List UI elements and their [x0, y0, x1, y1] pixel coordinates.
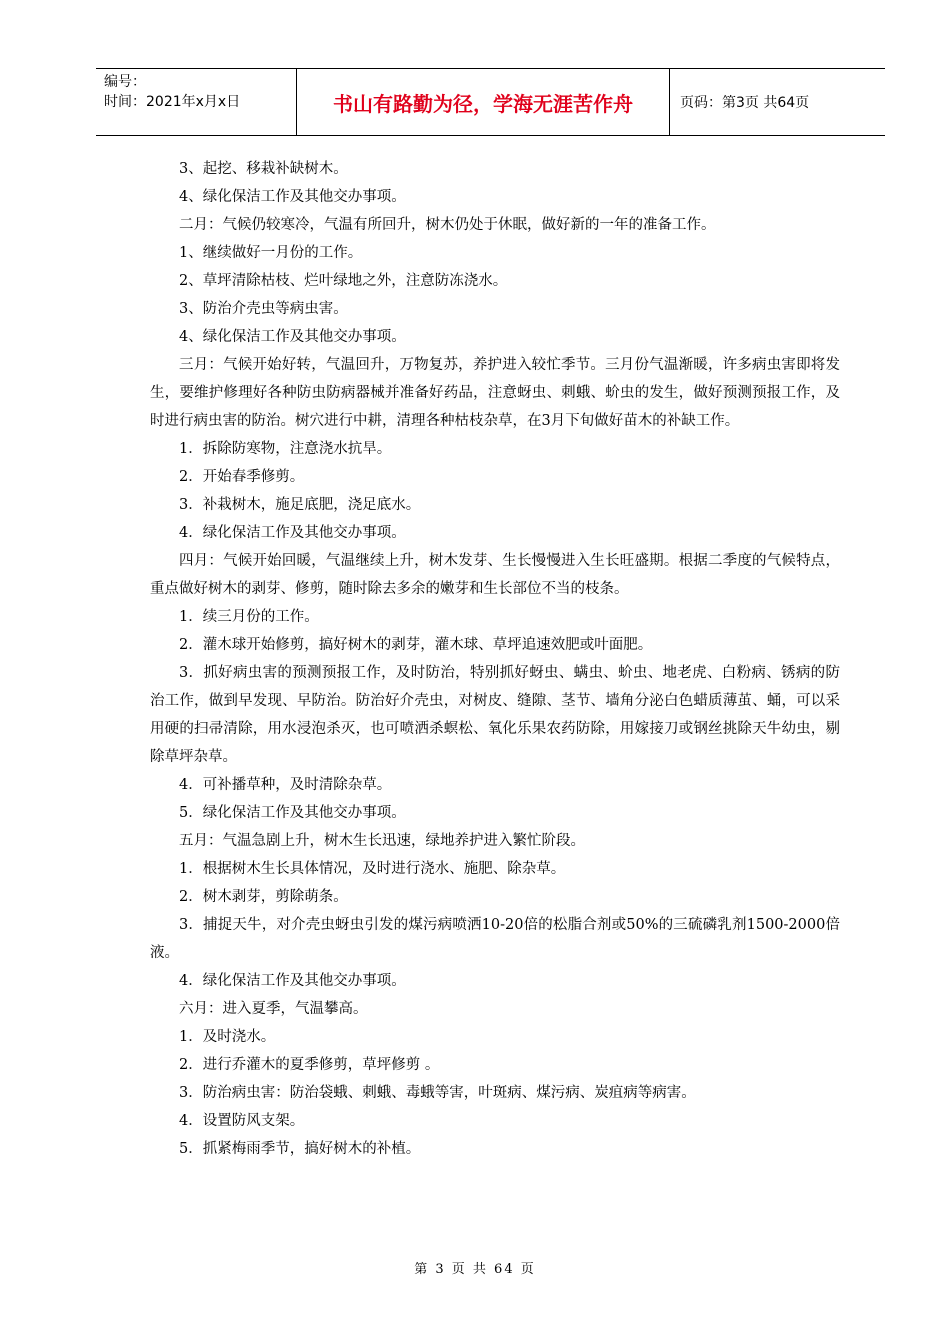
- paragraph: 1．续三月份的工作。: [179, 609, 319, 625]
- paragraph: 3．补栽树木，施足底肥，浇足底水。: [179, 497, 421, 513]
- paragraph: 5．抓紧梅雨季节，搞好树木的补植。: [179, 1141, 421, 1157]
- paragraph: 1．及时浇水。: [179, 1029, 276, 1045]
- paragraph: 4．设置防风支架。: [179, 1113, 305, 1129]
- paragraph: 3．防治病虫害：防治袋蛾、刺蛾、毒蛾等害，叶斑病、煤污病、炭疽病等病害。: [179, 1085, 696, 1101]
- paragraph: 五月：气温急剧上升，树木生长迅速，绿地养护进入繁忙阶段。: [179, 833, 585, 849]
- paragraph: 2、草坪清除枯枝、烂叶绿地之外，注意防冻浇水。: [179, 273, 508, 289]
- paragraph: 1．根据树木生长具体情况，及时进行浇水、施肥、除杂草。: [179, 861, 566, 877]
- paragraph: 三月：气候开始好转，气温回升，万物复苏，养护进入较忙季节。三月份气温渐暖，许多病虫害即将发生，要维护修理好各种防虫防病器械并准备好药品，注意蚜虫、刺蛾、蚧虫的发生，做好预测预报工作，及时进行病虫害的防治。树穴进行中耕，清理各种枯枝杂草，在3月下旬做好苗木的补缺工作。: [150, 357, 840, 429]
- paragraph: 4．绿化保洁工作及其他交办事项。: [179, 525, 406, 541]
- paragraph: 4．绿化保洁工作及其他交办事项。: [179, 973, 406, 989]
- paragraph: 2．开始春季修剪。: [179, 469, 305, 485]
- paragraph: 3．捕捉天牛，对介壳虫蚜虫引发的煤污病喷洒10-20倍的松脂合剂或50%的三硫磷乳剂1500-2000倍液。: [150, 917, 840, 961]
- header-meta: [96, 69, 297, 135]
- paragraph: 3、防治介壳虫等病虫害。: [179, 301, 348, 317]
- paragraph: 4、绿化保洁工作及其他交办事项。: [179, 329, 406, 345]
- document-number-label: 编号：: [104, 74, 146, 90]
- paragraph: 4．可补播草种，及时清除杂草。: [179, 777, 392, 793]
- header-motto: 书山有路勤为径，学海无涯苦作舟: [297, 69, 670, 135]
- paragraph: 二月：气候仍较寒冷，气温有所回升，树木仍处于休眠，做好新的一年的准备工作。: [179, 217, 716, 233]
- page-footer: 第 3 页 共 64 页: [414, 1262, 536, 1277]
- paragraph: 四月：气候开始回暖，气温继续上升，树木发芽、生长慢慢进入生长旺盛期。根据二季度的气候特点，重点做好树木的剥芽、修剪，随时除去多余的嫩芽和生长部位不当的枝条。: [150, 553, 840, 597]
- paragraph: 4、绿化保洁工作及其他交办事项。: [179, 189, 406, 205]
- paragraph: 3、起挖、移栽补缺树木。: [179, 161, 348, 177]
- paragraph: 六月：进入夏季，气温攀高。: [179, 1001, 368, 1017]
- paragraph: 2．进行乔灌木的夏季修剪，草坪修剪 。: [179, 1057, 440, 1073]
- paragraph: 2．灌木球开始修剪，搞好树木的剥芽，灌木球、草坪追速效肥或叶面肥。: [179, 637, 653, 653]
- paragraph: 1．拆除防寒物，注意浇水抗旱。: [179, 441, 392, 457]
- header-page-number: 页码：第3页 共64页: [680, 95, 810, 111]
- document-body: [150, 155, 840, 1163]
- paragraph: 1、继续做好一月份的工作。: [179, 245, 363, 261]
- page-header: [96, 68, 885, 136]
- document-time-label: 时间：2021年x月x日: [104, 94, 241, 110]
- paragraph: 3．抓好病虫害的预测预报工作，及时防治，特别抓好蚜虫、螨虫、蚧虫、地老虎、白粉病、锈病的防治工作，做到早发现、早防治。防治好介壳虫，对树皮、缝隙、茎节、墙角分泌白色蜡质薄茧、蛹，可以采用硬的扫帚清除，用水浸泡杀灭，也可喷洒杀螟松、氧化乐果农药防除，用嫁接刀或钢丝挑除天牛幼虫，剔除草坪杂草。: [150, 665, 840, 765]
- paragraph: 5．绿化保洁工作及其他交办事项。: [179, 805, 406, 821]
- paragraph: 2．树木剥芽，剪除萌条。: [179, 889, 348, 905]
